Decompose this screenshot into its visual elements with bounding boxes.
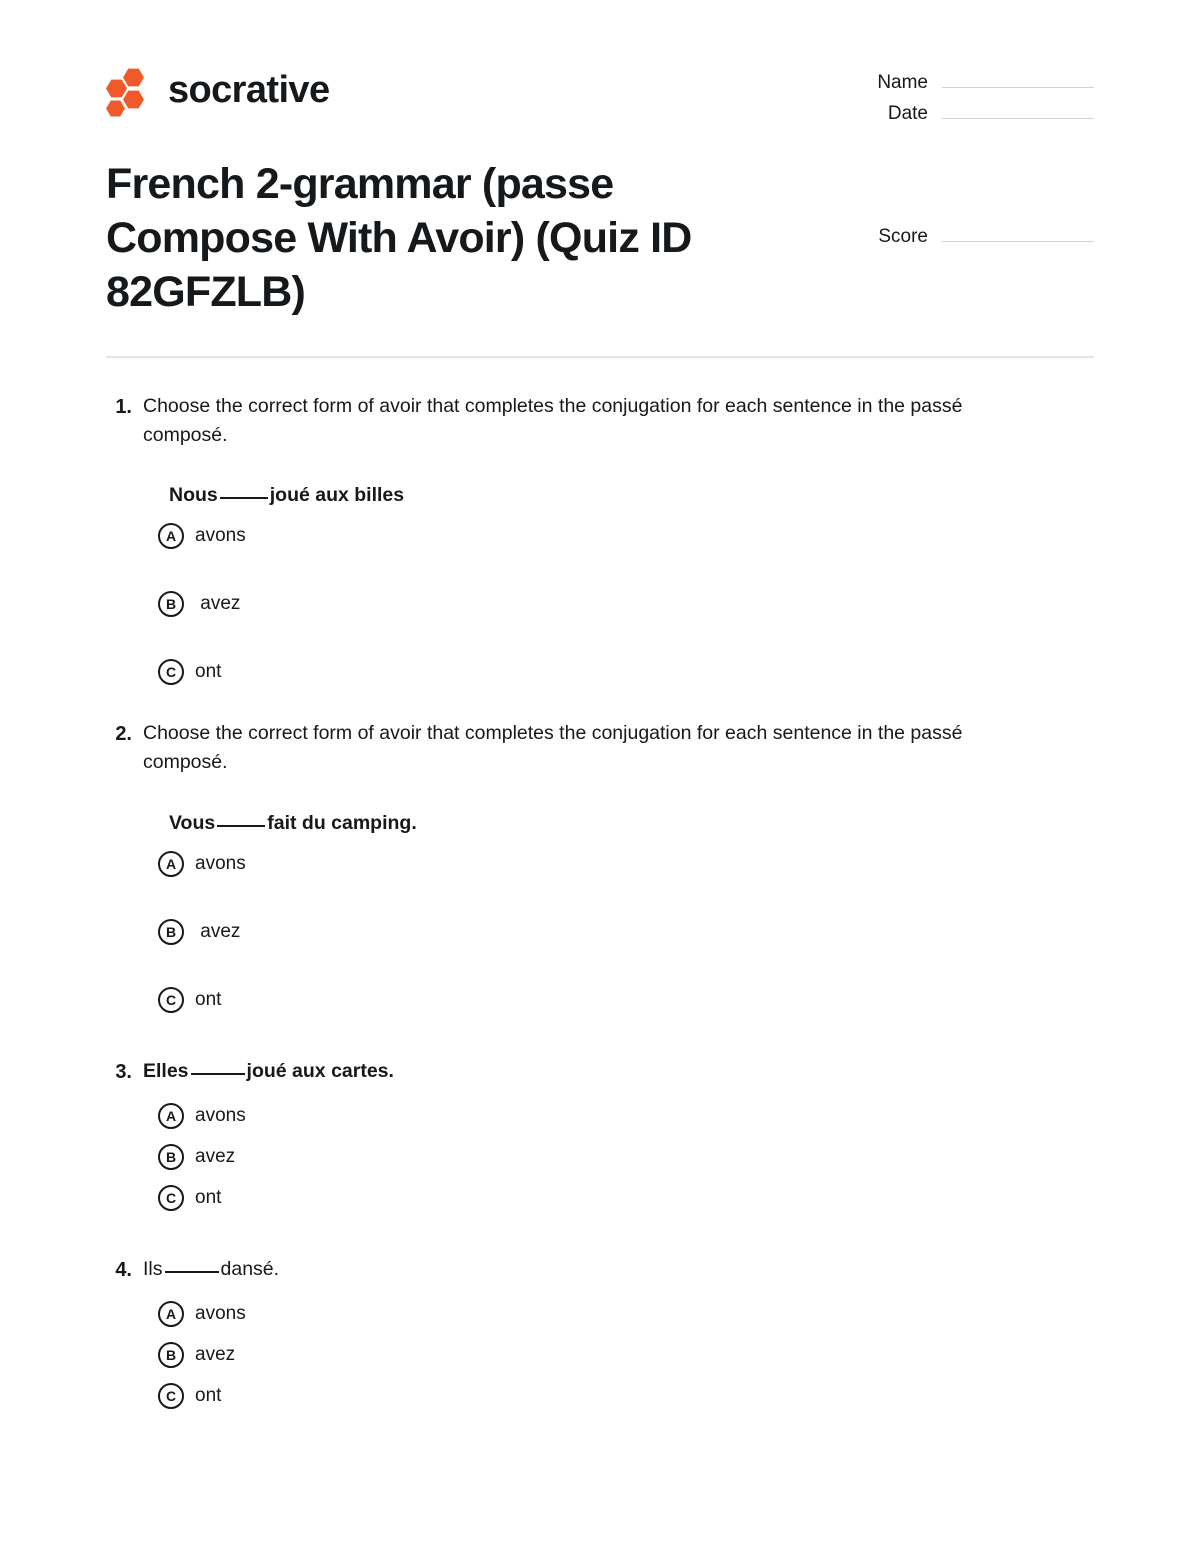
option-letter-circle: B xyxy=(158,1342,184,1368)
name-field-row xyxy=(849,71,1094,94)
option-letter-circle: A xyxy=(158,1301,184,1327)
date-input-line[interactable] xyxy=(942,102,1094,119)
question-3-option-c[interactable] xyxy=(106,1185,1094,1211)
score-field-row xyxy=(849,157,1094,248)
question-3-prompt-before: Elles xyxy=(143,1059,189,1082)
option-label: avons xyxy=(195,1302,246,1324)
option-label: avons xyxy=(195,852,246,874)
socrative-hexagon-icon xyxy=(106,67,152,113)
question-3-option-b[interactable] xyxy=(106,1144,1094,1170)
question-1-options xyxy=(106,523,1094,685)
question-4-prompt-after: dansé. xyxy=(220,1257,280,1280)
score-label: Score xyxy=(878,226,928,247)
question-2-option-c[interactable] xyxy=(106,987,1094,1013)
question-4-number: 4. xyxy=(115,1258,132,1281)
question-1-head xyxy=(106,392,1094,451)
questions-list xyxy=(0,392,1200,1409)
option-label: ont xyxy=(195,1384,222,1406)
question-1-prompt-before: Nous xyxy=(169,484,218,507)
brand-wordmark: socrative xyxy=(168,69,330,111)
question-1-option-a[interactable] xyxy=(106,523,1094,549)
question-4-head xyxy=(106,1255,1094,1285)
option-label: avez xyxy=(195,593,241,615)
option-letter-circle: B xyxy=(158,919,184,945)
question-2-blank xyxy=(217,825,265,827)
option-letter-circle: C xyxy=(158,1383,184,1409)
question-1-option-c[interactable] xyxy=(106,659,1094,685)
question-2-prompt-after: fait du camping. xyxy=(267,811,417,834)
question-2-number: 2. xyxy=(115,723,132,746)
question-2-head xyxy=(106,719,1094,778)
option-label: ont xyxy=(195,661,222,683)
question-3-option-a[interactable] xyxy=(106,1103,1094,1129)
date-label: Date xyxy=(887,103,928,124)
option-letter-circle: A xyxy=(158,851,184,877)
question-1-number: 1. xyxy=(115,395,132,418)
question-4-option-a[interactable] xyxy=(106,1301,1094,1327)
question-3-prompt-after: joué aux cartes. xyxy=(246,1059,394,1082)
option-label: ont xyxy=(195,988,222,1010)
question-1-text: Choose the correct form of avoir that completes the conjugation for each sentence in the passé composé. xyxy=(143,394,963,446)
question-3 xyxy=(106,1057,1094,1211)
question-3-options xyxy=(106,1103,1094,1211)
question-4-prompt-before: Ils xyxy=(143,1257,163,1280)
question-3-head xyxy=(106,1057,1094,1087)
question-3-number: 3. xyxy=(115,1060,132,1083)
question-4 xyxy=(106,1255,1094,1409)
name-label: Name xyxy=(877,72,928,93)
option-letter-circle: C xyxy=(158,987,184,1013)
question-4-text xyxy=(143,1255,279,1284)
option-letter-circle: A xyxy=(158,523,184,549)
option-letter-circle: B xyxy=(158,591,184,617)
student-meta-fields xyxy=(849,55,1094,133)
page-header xyxy=(0,0,1200,133)
question-3-blank xyxy=(191,1073,245,1075)
question-2 xyxy=(106,719,1094,1013)
question-4-option-b[interactable] xyxy=(106,1342,1094,1368)
score-input-line[interactable] xyxy=(942,225,1094,242)
question-2-option-b[interactable] xyxy=(106,919,1094,945)
question-4-option-c[interactable] xyxy=(106,1383,1094,1409)
question-2-prompt xyxy=(169,812,1094,835)
question-3-text xyxy=(143,1057,394,1086)
question-4-blank xyxy=(165,1271,219,1273)
option-label: avez xyxy=(195,1343,236,1365)
question-2-prompt-before: Vous xyxy=(169,811,216,834)
page-title: French 2-grammar (passe Compose With Avoir) (Quiz ID 82GFZLB) xyxy=(106,160,692,317)
question-4-options xyxy=(106,1301,1094,1409)
header-divider xyxy=(106,356,1094,358)
option-label: avons xyxy=(195,1104,246,1126)
socrative-logo xyxy=(106,55,329,113)
option-label: avez xyxy=(195,920,241,942)
question-1-prompt xyxy=(169,484,1094,507)
question-1 xyxy=(106,392,1094,686)
option-letter-circle: C xyxy=(158,659,184,685)
option-label: avez xyxy=(195,1145,236,1167)
title-block xyxy=(0,133,1200,320)
option-letter-circle: B xyxy=(158,1144,184,1170)
option-letter-circle: C xyxy=(158,1185,184,1211)
question-1-option-b[interactable] xyxy=(106,591,1094,617)
option-label: avons xyxy=(195,525,246,547)
question-2-options xyxy=(106,851,1094,1013)
question-2-option-a[interactable] xyxy=(106,851,1094,877)
name-input-line[interactable] xyxy=(942,71,1094,88)
question-1-blank xyxy=(220,497,268,499)
option-letter-circle: A xyxy=(158,1103,184,1129)
question-1-prompt-after: joué aux billes xyxy=(269,484,405,507)
option-label: ont xyxy=(195,1186,222,1208)
date-field-row xyxy=(849,102,1094,125)
question-2-text: Choose the correct form of avoir that completes the conjugation for each sentence in the passé composé. xyxy=(143,722,963,774)
